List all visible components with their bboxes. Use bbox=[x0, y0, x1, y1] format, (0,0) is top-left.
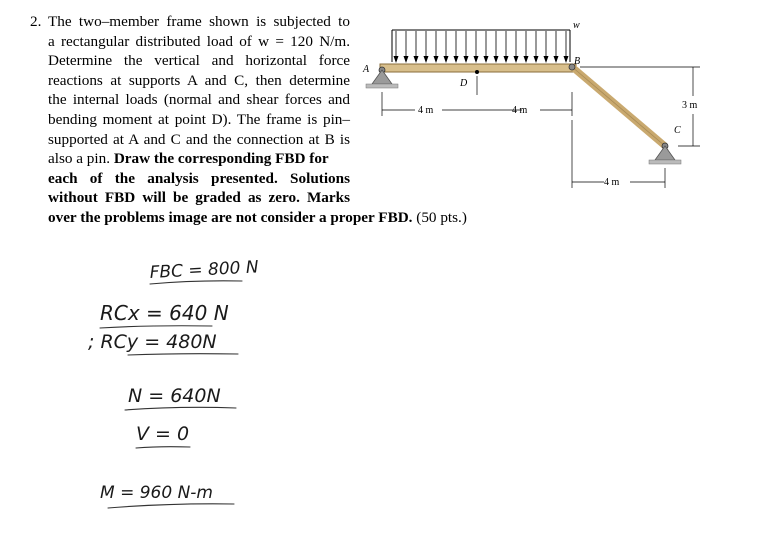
answer-fbc: FBC = 800 N bbox=[149, 257, 260, 283]
frame-diagram bbox=[360, 0, 765, 200]
label-a: A bbox=[363, 64, 370, 75]
problem-instruction-3: without FBD will be graded as zero. Marks bbox=[48, 189, 350, 207]
problem-instruction-4: over the problems image are not consider a proper FBD. bbox=[48, 208, 413, 226]
underline-shear bbox=[136, 447, 190, 448]
underline-normal bbox=[125, 407, 236, 410]
load-arrow-head bbox=[484, 56, 489, 63]
dim-height: 3 m bbox=[682, 100, 698, 111]
load-arrow-head bbox=[494, 56, 499, 63]
load-arrow-head bbox=[534, 56, 539, 63]
answer-rcx: RCx = 640 N bbox=[100, 301, 229, 325]
underline-rcx bbox=[100, 326, 212, 328]
load-arrow-head bbox=[404, 56, 409, 63]
dim-horizontal: 4 m bbox=[604, 177, 620, 188]
dim-db: 4 m bbox=[512, 105, 528, 116]
dim-ad: 4 m bbox=[418, 105, 434, 116]
load-arrow-head bbox=[474, 56, 479, 63]
handwritten-answers bbox=[0, 240, 400, 538]
load-arrow-head bbox=[434, 56, 439, 63]
label-b: B bbox=[574, 56, 581, 67]
problem-line-5: the internal loads (normal and shear forces and bbox=[48, 91, 350, 109]
problem-points: (50 pts.) bbox=[416, 208, 467, 226]
load-arrow-head bbox=[414, 56, 419, 63]
answer-shear: V = 0 bbox=[136, 423, 190, 445]
problem-line-6: bending moment at point D). The frame is pin– bbox=[48, 110, 350, 128]
load-arrow-head bbox=[464, 56, 469, 63]
problem-instruction-2: each of the analysis presented. Solutions bbox=[48, 169, 350, 187]
load-arrow-head bbox=[514, 56, 519, 63]
label-c: C bbox=[674, 125, 681, 136]
answer-rcy: ; RCy = 480N bbox=[88, 331, 217, 353]
load-arrow-head bbox=[424, 56, 429, 63]
problem-instruction-1: Draw the corresponding FBD for bbox=[113, 150, 329, 168]
load-arrows bbox=[394, 31, 569, 63]
load-arrow-head bbox=[554, 56, 559, 63]
load-arrow-head bbox=[524, 56, 529, 63]
dimension-horizontal-top bbox=[382, 92, 572, 116]
problem-line-3: Determine the vertical and horizontal force bbox=[48, 52, 350, 70]
load-arrow-head bbox=[394, 56, 399, 63]
answer-normal: N = 640N bbox=[128, 385, 221, 407]
load-arrow-head bbox=[504, 56, 509, 63]
support-c bbox=[649, 143, 681, 164]
load-arrow-head bbox=[544, 56, 549, 63]
problem-number: 2. bbox=[30, 13, 42, 30]
answer-moment: M = 960 N-m bbox=[100, 483, 213, 503]
point-d-marker bbox=[475, 70, 479, 74]
label-d: D bbox=[460, 78, 468, 89]
load-arrow-head bbox=[564, 56, 569, 63]
problem-line-4: reactions at supports A and C, then determine bbox=[48, 71, 350, 89]
load-arrow-head bbox=[444, 56, 449, 63]
distributed-load bbox=[392, 30, 570, 62]
load-label-w: w bbox=[573, 20, 580, 31]
underline-rcy bbox=[128, 354, 238, 355]
underline-moment bbox=[108, 504, 234, 508]
problem-line-8: also a pin. bbox=[48, 150, 111, 168]
problem-line-1: The two–member frame shown is subjected to bbox=[48, 13, 350, 30]
problem-line-2: a rectangular distributed load of w = 120 N/m. bbox=[48, 32, 350, 50]
load-arrow-head bbox=[454, 56, 459, 63]
problem-line-7: supported at A and C and the connection at B is bbox=[48, 130, 350, 148]
